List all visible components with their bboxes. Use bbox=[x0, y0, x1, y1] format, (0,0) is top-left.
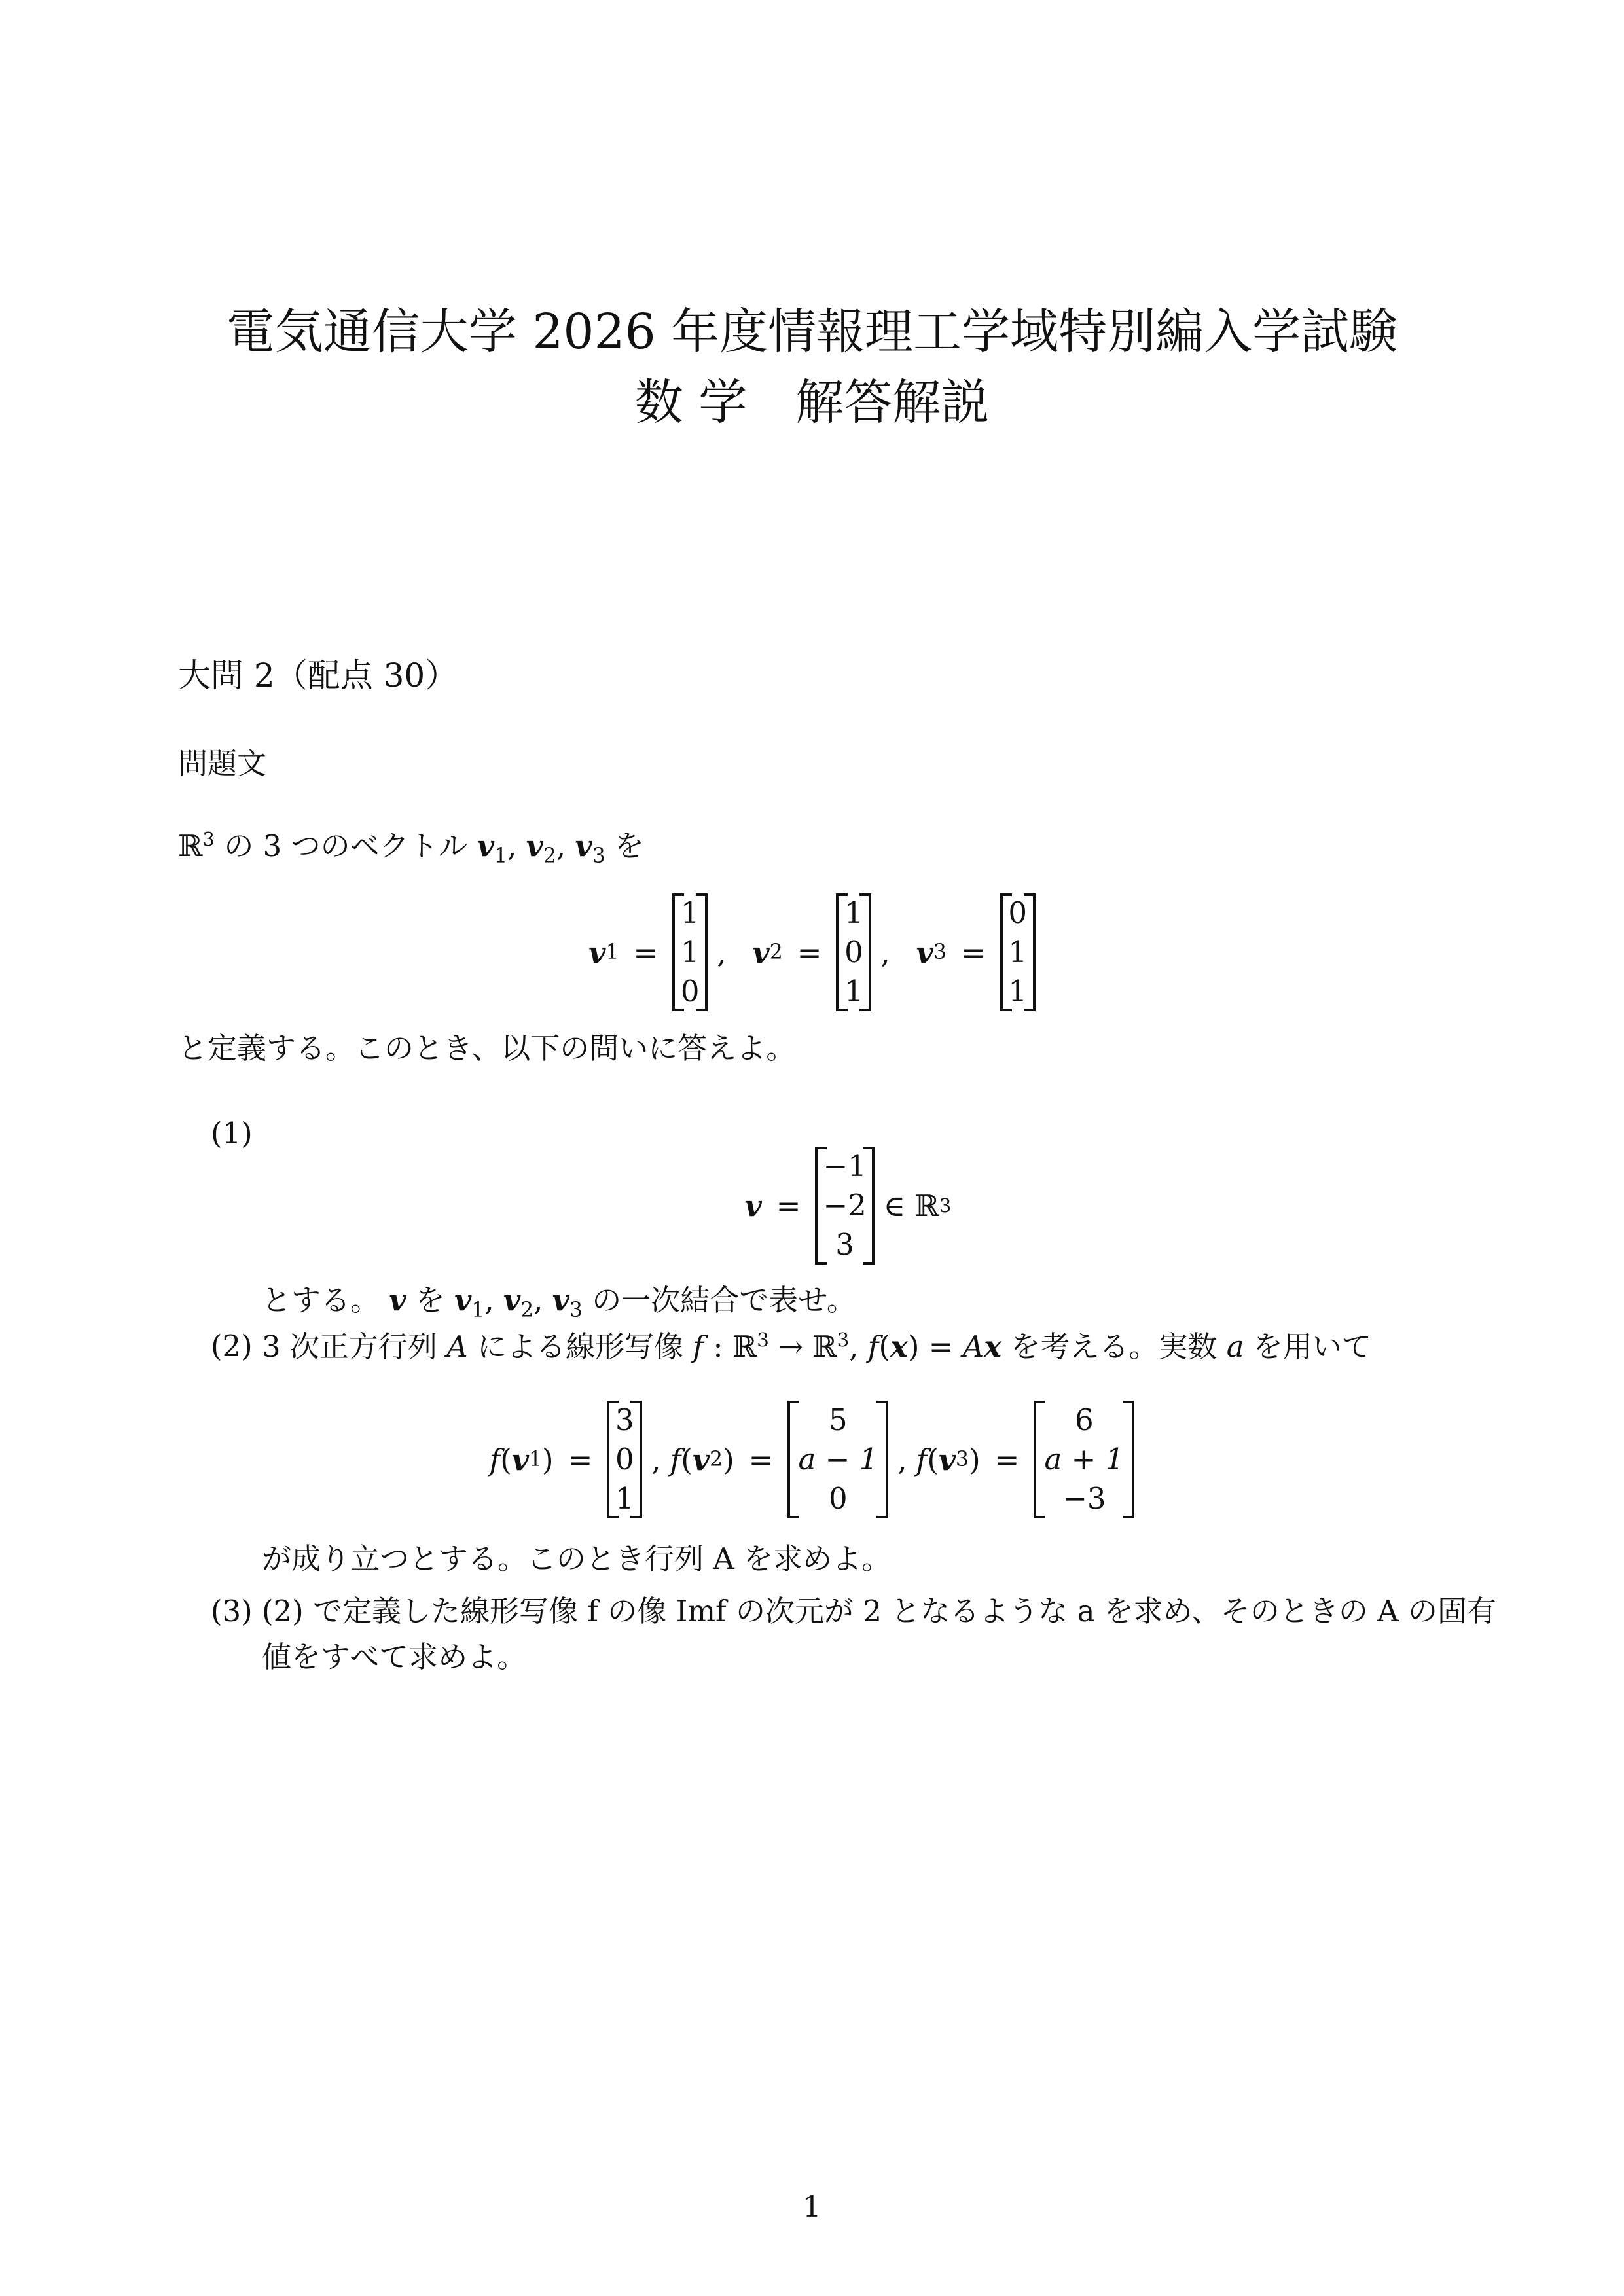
q2-statement: 3 次正方行列 A による線形写像 f : ℝ$^3$ → ℝ$^3$, f(x) = Ax を考える。実数 a を用いて bbox=[262, 1329, 1371, 1364]
q2-line-pre: 3 次正方行列 bbox=[262, 1329, 437, 1364]
q2-image-v2: f ( v 2 ) = 5 a − 1 0 , bbox=[670, 1401, 916, 1518]
q1-membership: ∈ ℝ bbox=[883, 1188, 939, 1223]
matrix-cell: −1 bbox=[823, 1149, 867, 1183]
vector-definitions bbox=[0, 893, 1624, 1011]
matrix-cell: 0 bbox=[844, 935, 863, 969]
q2-image-equations bbox=[0, 1401, 1624, 1518]
q1-instruction-pre: とする。 bbox=[262, 1283, 380, 1318]
q2-line-mid1: による線形写像 bbox=[477, 1329, 684, 1364]
intro-line: ℝ$^3$ の 3 つのベクトル $v_1$, $v_2$, $v_3$ を bbox=[178, 828, 645, 868]
q2-image-v1: f ( v 1 ) = 3 0 1 , bbox=[490, 1401, 670, 1518]
matrix-cell: 1 bbox=[680, 935, 700, 969]
field-symbol: ℝ bbox=[178, 829, 203, 863]
matrix-cell: 0 bbox=[829, 1481, 848, 1516]
matrix-cell: 0 bbox=[1008, 895, 1027, 930]
q2-image-v2-matrix bbox=[787, 1401, 888, 1518]
q2-line-mid2: を考える。実数 bbox=[1011, 1329, 1218, 1364]
vector-v2-definition: v 2 = 1 0 1 , bbox=[753, 893, 916, 1011]
vector-v3-definition: v 3 = 0 1 1 bbox=[916, 893, 1036, 1011]
q2-line-post: を用いて bbox=[1253, 1329, 1371, 1364]
q2-image-v1-matrix bbox=[607, 1401, 642, 1518]
title-line-1: 電気通信大学 2026 年度情報理工学域特別編入学試験 bbox=[226, 304, 1398, 360]
q2-image-v3-matrix bbox=[1034, 1401, 1134, 1518]
matrix-cell: 0 bbox=[615, 1442, 634, 1477]
vector-v1-definition: v 1 = 1 1 0 , bbox=[588, 893, 752, 1011]
matrix-cell: 3 bbox=[615, 1403, 634, 1437]
q2-number: (2) bbox=[211, 1329, 253, 1363]
field-exponent: 3 bbox=[202, 828, 215, 850]
q1-vector: v = −1 −2 3 ∈ ℝ 3 bbox=[0, 1147, 1624, 1265]
q1-instruction-post: の一次結合で表せ。 bbox=[592, 1283, 856, 1318]
intro-closing: と定義する。このとき、以下の問いに答えよ。 bbox=[178, 1031, 796, 1066]
matrix-cell: −2 bbox=[823, 1188, 867, 1223]
matrix-cell: −3 bbox=[1062, 1481, 1106, 1516]
page-number: 1 bbox=[803, 2189, 821, 2224]
matrix-cell: a + 1 bbox=[1044, 1442, 1125, 1477]
section-label: 問題文 bbox=[178, 746, 267, 781]
vector-v3-matrix bbox=[1000, 893, 1036, 1011]
q1-number: (1) bbox=[211, 1116, 253, 1151]
matrix-cell: 1 bbox=[615, 1481, 634, 1516]
matrix-cell: 1 bbox=[844, 974, 863, 1009]
section-heading bbox=[178, 649, 458, 696]
vector-v2-matrix bbox=[836, 893, 871, 1011]
vector-v1-matrix bbox=[672, 893, 708, 1011]
matrix-cell: 1 bbox=[680, 895, 700, 930]
q2-image-v3: f ( v 3 ) = 6 a + 1 −3 bbox=[916, 1401, 1135, 1518]
q3-number: (3) bbox=[211, 1594, 253, 1628]
matrix-cell: 1 bbox=[1008, 974, 1027, 1009]
q2-closing: が成り立つとする。このとき行列 A を求めよ。 bbox=[262, 1541, 892, 1576]
matrix-cell: 1 bbox=[844, 895, 863, 930]
q1-instruction-mid: を bbox=[415, 1283, 445, 1318]
matrix-cell: 6 bbox=[1075, 1403, 1094, 1437]
matrix-cell: 5 bbox=[829, 1403, 848, 1437]
title-line-2: 数 学 解答解説 bbox=[634, 374, 990, 431]
q1-vector-matrix bbox=[815, 1147, 874, 1265]
intro-lead: の 3 つのベクトル bbox=[224, 829, 468, 863]
q3-line-1: (2) で定義した線形写像 f の像 Imf の次元が 2 となるような a を求め、そのときの A の固有 bbox=[262, 1594, 1497, 1628]
matrix-cell: 1 bbox=[1008, 935, 1027, 969]
section-heading-text: 大問 2（配点 30） bbox=[178, 656, 458, 694]
q3-line-2: 値をすべて求めよ。 bbox=[262, 1640, 527, 1674]
matrix-cell: 3 bbox=[835, 1227, 854, 1262]
matrix-cell: 0 bbox=[680, 974, 700, 1009]
matrix-cell: a − 1 bbox=[798, 1442, 878, 1477]
q1-instruction: とする。 v を $v_1$, $v_2$, $v_3$ の一次結合で表せ。 bbox=[262, 1283, 856, 1322]
intro-lead-suffix: を bbox=[615, 829, 645, 863]
